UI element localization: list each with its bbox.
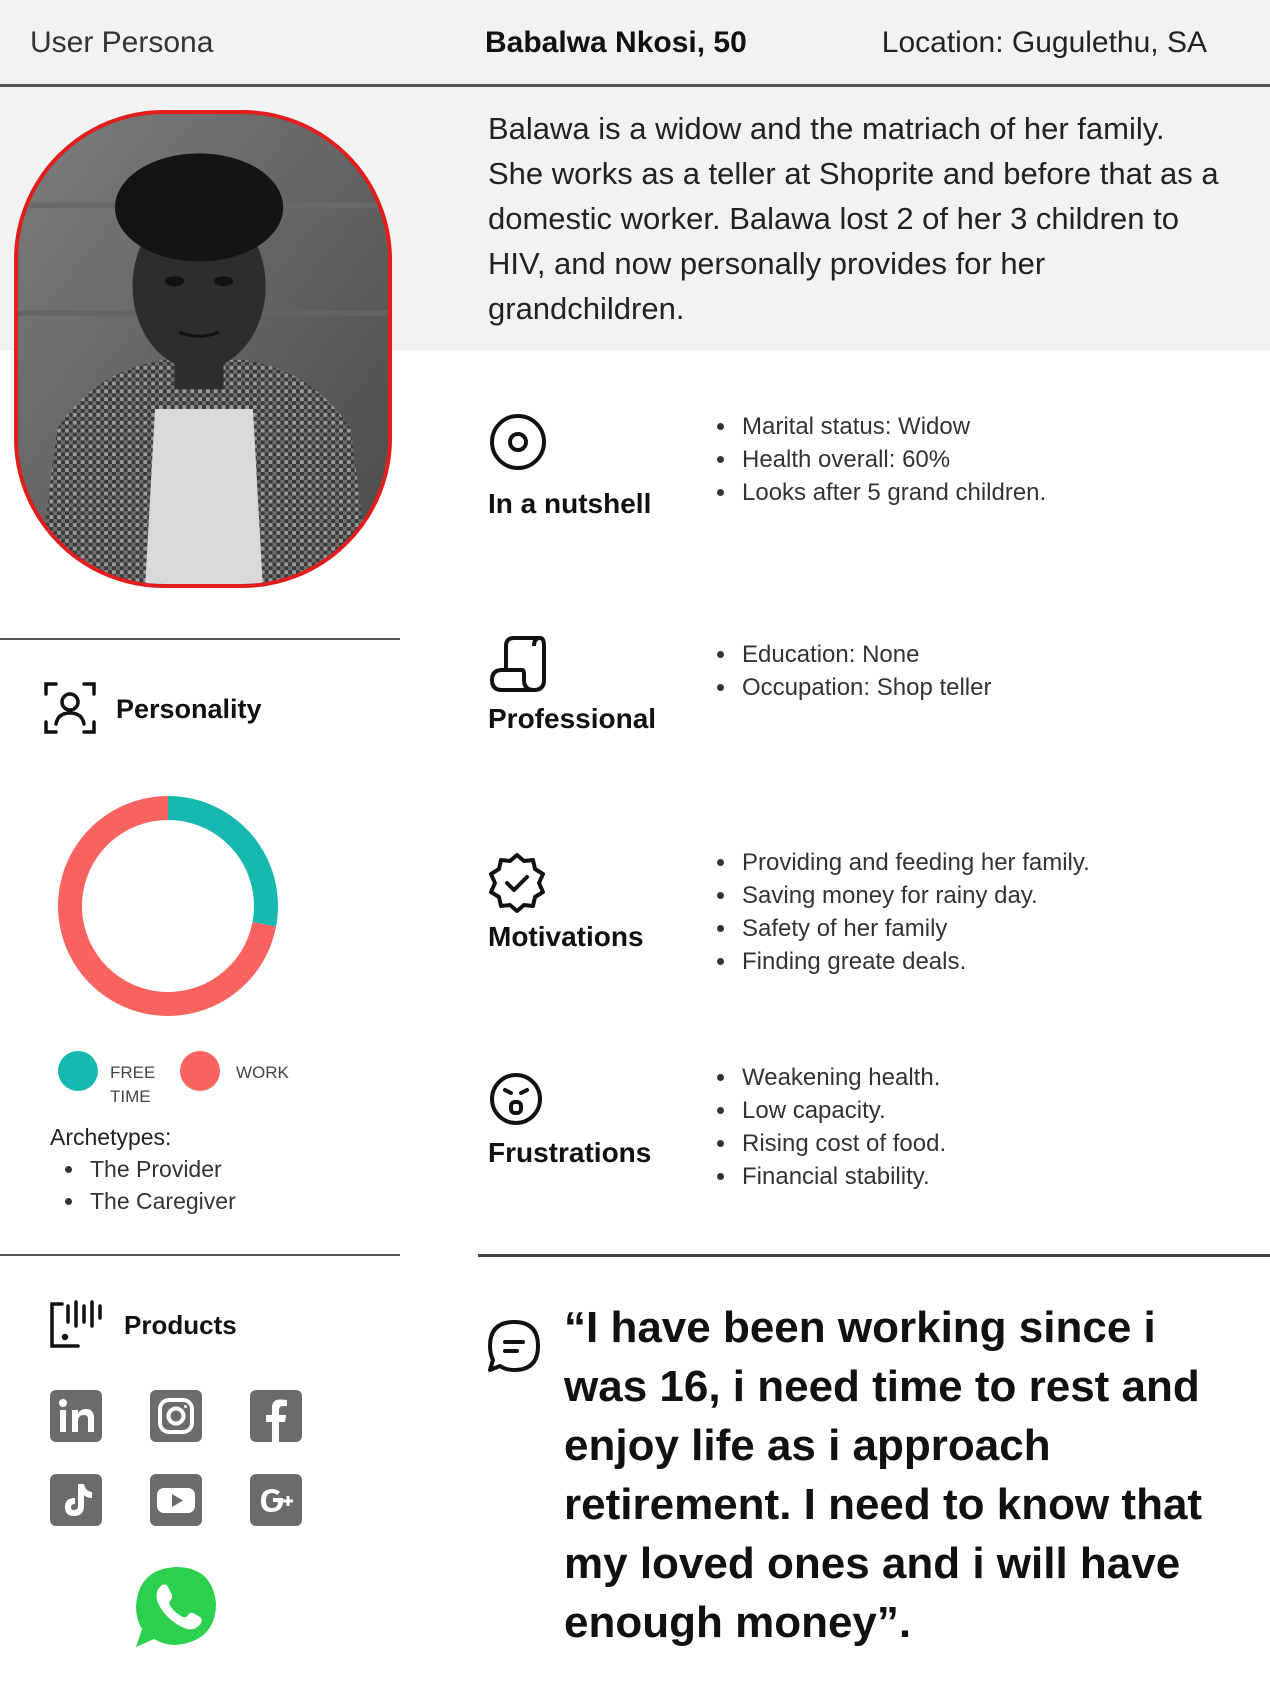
persona-photo xyxy=(14,110,392,588)
instagram-icon[interactable] xyxy=(150,1390,202,1442)
divider xyxy=(0,638,400,640)
list-item: • Weakening health. xyxy=(738,1061,946,1094)
sad-face-icon xyxy=(488,1071,544,1127)
donut-slice-free-time xyxy=(168,796,278,927)
user-scan-icon xyxy=(42,680,98,736)
list-item: • The Caregiver xyxy=(86,1185,236,1217)
professional-title: Professional xyxy=(488,703,657,734)
scroll-icon xyxy=(488,634,548,694)
nutshell-title: In a nutshell xyxy=(488,488,652,519)
list-item: • Saving money for rainy day. xyxy=(738,879,1090,912)
personality-title: Personality xyxy=(116,694,262,724)
personality-donut-chart xyxy=(40,778,296,1034)
badge-check-icon xyxy=(486,852,548,914)
legend-dot-work xyxy=(180,1051,220,1091)
divider xyxy=(478,1254,1270,1257)
list-item: • Looks after 5 grand children. xyxy=(738,476,1046,509)
motivations-list xyxy=(712,846,1090,978)
google-plus-icon[interactable] xyxy=(250,1474,302,1526)
device-barcode-icon xyxy=(48,1300,104,1350)
motivations-title: Motivations xyxy=(488,921,644,952)
persona-name: Babalwa Nkosi, 50 xyxy=(485,26,747,59)
facebook-icon[interactable] xyxy=(250,1390,302,1442)
list-item: • Providing and feeding her family. xyxy=(738,846,1090,879)
persona-location: Location: Gugulethu, SA xyxy=(881,26,1207,59)
list-item: • Low capacity. xyxy=(738,1094,946,1127)
list-item: • The Provider xyxy=(86,1153,236,1185)
chat-bubble-icon xyxy=(486,1318,542,1374)
archetypes-title: Archetypes: xyxy=(50,1124,172,1150)
list-item: • Finding greate deals. xyxy=(738,945,1090,978)
list-item: • Education: None xyxy=(738,638,991,671)
list-item: • Financial stability. xyxy=(738,1160,946,1193)
legend-label-free-time: FREE TIME xyxy=(110,1063,156,1106)
divider xyxy=(0,1254,400,1256)
list-item: • Health overall: 60% xyxy=(738,443,1046,476)
products-title: Products xyxy=(124,1310,237,1340)
frustrations-list xyxy=(712,1061,946,1193)
tiktok-icon[interactable] xyxy=(50,1474,102,1526)
list-item: • Rising cost of food. xyxy=(738,1127,946,1160)
linkedin-icon[interactable] xyxy=(50,1390,102,1442)
nutshell-list xyxy=(712,410,1046,509)
professional-list xyxy=(712,638,991,704)
list-item: • Marital status: Widow xyxy=(738,410,1046,443)
persona-quote: “I have been working since i was 16, i need time to rest and enjoy life as i approach retirement. I need to know that my loved ones and i will have enough money”. xyxy=(564,1303,1203,1647)
youtube-icon[interactable] xyxy=(150,1474,202,1526)
document-type-label: User Persona xyxy=(30,26,214,59)
list-item: • Safety of her family xyxy=(738,912,1090,945)
legend-dot-free-time xyxy=(58,1051,98,1091)
list-item: • Occupation: Shop teller xyxy=(738,671,991,704)
whatsapp-icon[interactable] xyxy=(132,1563,220,1651)
target-icon xyxy=(488,412,548,472)
persona-bio: Balawa is a widow and the matriach of her family. She works as a teller at Shoprite and before that as a domestic worker. Balawa lost 2 of her 3 children to HIV, and now personally provides for her grandchildren. xyxy=(488,111,1219,326)
legend-label-work: WORK xyxy=(236,1063,289,1082)
frustrations-title: Frustrations xyxy=(488,1137,652,1168)
archetypes-list xyxy=(60,1153,236,1217)
